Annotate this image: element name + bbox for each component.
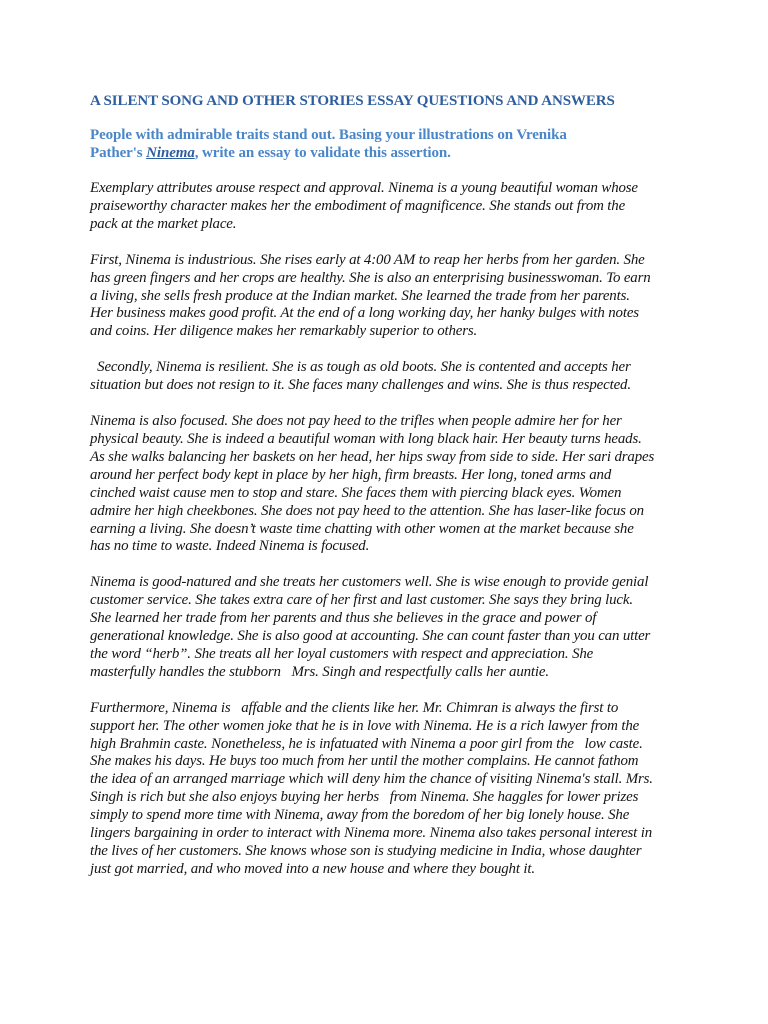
- paragraph-line: masterfully handles the stubborn Mrs. Singh and respectfully calls her auntie.: [90, 663, 549, 680]
- paragraph-line: physical beauty. She is indeed a beautiful woman with long black hair. Her beauty turns heads.: [90, 430, 642, 447]
- paragraph-line: a living, she sells fresh produce at the Indian market. She learned the trade from her parents.: [90, 287, 630, 304]
- paragraph-line: Singh is rich but she also enjoys buying her herbs from Ninema. She haggles for lower prizes: [90, 789, 639, 806]
- essay-paragraph: [90, 359, 690, 395]
- paragraph-line: the lives of her customers. She knows whose son is studying medicine in India, whose daughter: [90, 843, 642, 859]
- essay-paragraph: [90, 574, 690, 681]
- paragraph-line: lingers bargaining in order to interact with Ninema more. Ninema also takes personal interest in: [90, 825, 653, 842]
- paragraph-line: Ninema is also focused. She does not pay heed to the trifles when people admire her for her: [90, 413, 622, 430]
- document-page: [90, 92, 690, 897]
- paragraph-line: cinched waist cause men to stop and stare. She faces them with piercing black eyes. Women: [90, 484, 622, 501]
- paragraph-line: Her business makes good profit. At the end of a long working day, her hanky bulges with notes: [90, 305, 639, 322]
- paragraph-line: situation but does not resign to it. She faces many challenges and wins. She is thus respected.: [90, 377, 631, 394]
- paragraph-line: First, Ninema is industrious. She rises early at 4:00 AM to reap her herbs from her garden. She: [90, 251, 645, 268]
- paragraph-line: and coins. Her diligence makes her remarkably superior to others.: [90, 323, 478, 340]
- essay-question: [90, 126, 690, 162]
- question-line-2-prefix: Pather's: [90, 145, 147, 161]
- paragraph-line: praiseworthy character makes her the embodiment of magnificence. She stands out from the: [90, 197, 626, 214]
- paragraph-line: As she walks balancing her baskets on her head, her hips sway from side to side. Her sari drapes: [90, 448, 655, 465]
- essay-paragraph: [90, 180, 690, 234]
- paragraph-line: generational knowledge. She is also good at accounting. She can count faster than you can utter: [90, 628, 651, 645]
- paragraph-line: admire her high cheekbones. She does not pay heed to the attention. She has laser-like focus on: [90, 502, 644, 519]
- paragraph-line: Exemplary attributes arouse respect and approval. Ninema is a young beautiful woman whose: [90, 180, 638, 196]
- essay-body: [90, 180, 690, 879]
- paragraph-line: high Brahmin caste. Nonetheless, he is infatuated with Ninema a poor girl from the low caste.: [90, 735, 643, 752]
- paragraph-line: pack at the market place.: [90, 215, 237, 232]
- paragraph-line: just got married, and who moved into a new house and where they bought it.: [90, 860, 535, 877]
- question-line-1: People with admirable traits stand out. Basing your illustrations on Vrenika: [90, 127, 567, 143]
- paragraph-line: Secondly, Ninema is resilient. She is as tough as old boots. She is contented and accepts her: [90, 359, 631, 376]
- essay-paragraph: [90, 413, 690, 556]
- paragraph-line: the idea of an arranged marriage which will deny him the chance of visiting Ninema's stall. Mrs.: [90, 771, 653, 788]
- essay-paragraph: [90, 252, 690, 342]
- essay-paragraph: [90, 700, 690, 879]
- question-line-2-suffix: , write an essay to validate this assertion.: [194, 145, 451, 161]
- paragraph-line: She learned her trade from her parents and thus she believes in the grace and power of: [90, 610, 597, 627]
- page-title: A SILENT SONG AND OTHER STORIES ESSAY QUESTIONS AND ANSWERS: [90, 93, 615, 109]
- paragraph-line: Furthermore, Ninema is affable and the clients like her. Mr. Chimran is always the first to: [90, 699, 619, 716]
- paragraph-line: Ninema is good-natured and she treats her customers well. She is wise enough to provide genial: [90, 574, 649, 591]
- paragraph-line: support her. The other women joke that he is in love with Ninema. He is a rich lawyer from the: [90, 717, 640, 734]
- paragraph-line: customer service. She takes extra care of her first and last customer. She says they bring luck.: [90, 592, 633, 609]
- paragraph-line: She makes his days. He buys too much from her until the mother complains. He cannot fathom: [90, 753, 639, 770]
- paragraph-line: around her perfect body kept in place by her high, firm breasts. Her long, toned arms and: [90, 466, 612, 483]
- paragraph-line: earning a living. She doesn’t waste time chatting with other women at the market because she: [90, 520, 634, 537]
- paragraph-line: has green fingers and her crops are healthy. She is also an enterprising businesswoman. To earn: [90, 269, 651, 286]
- paragraph-line: the word “herb”. She treats all her loyal customers with respect and appreciation. She: [90, 645, 594, 662]
- paragraph-line: has no time to waste. Indeed Ninema is focused.: [90, 538, 370, 555]
- ninema-link[interactable]: Ninema: [146, 145, 195, 161]
- paragraph-line: simply to spend more time with Ninema, away from the boredom of her big lonely house. She: [90, 807, 630, 824]
